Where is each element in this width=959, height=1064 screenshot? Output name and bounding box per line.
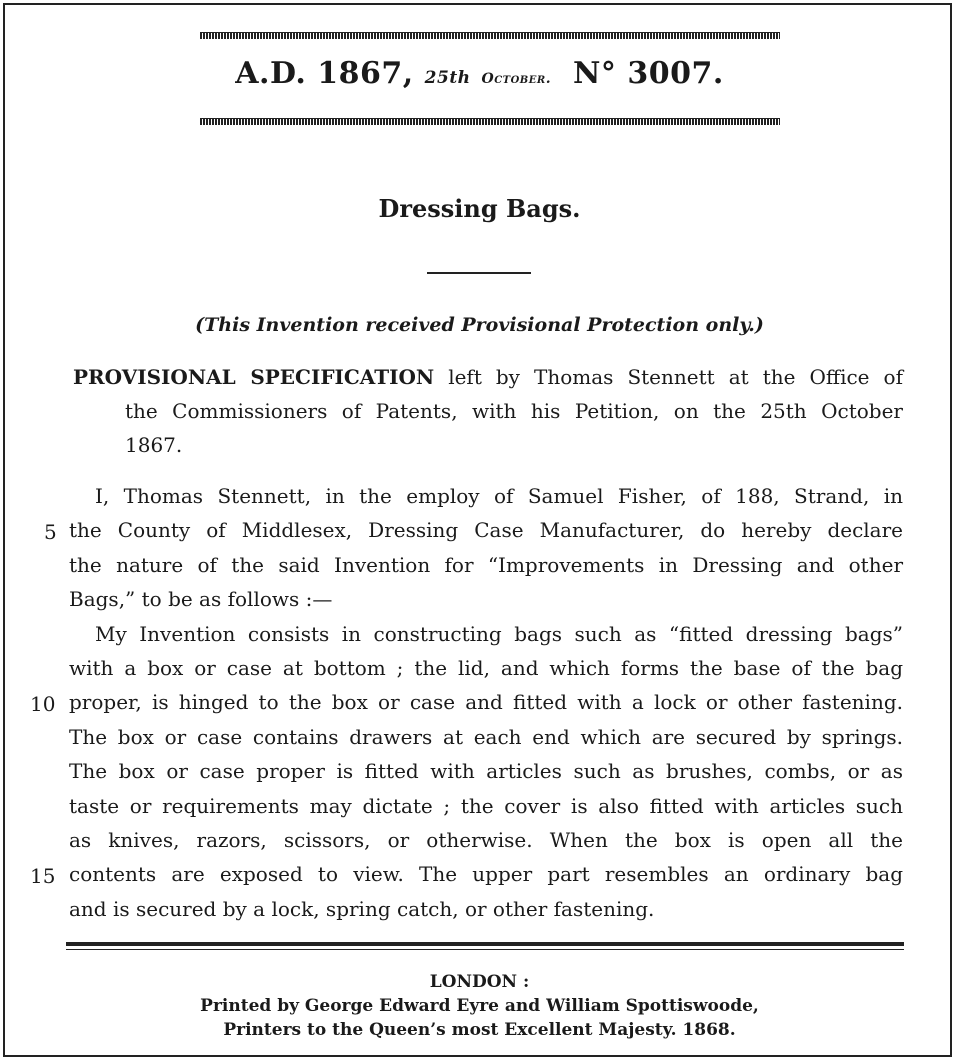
body-line: as knives, razors, scissors, or otherwise. When the box is open all the [69, 828, 903, 852]
provisional-line-1-rest: left by Thomas Stennett at the Office of [448, 365, 903, 389]
footer-rule-thin [66, 949, 904, 950]
footer-rule-thick [66, 942, 904, 946]
body-line: contents are exposed to view. The upper part resembles an ordinary bag [69, 862, 903, 887]
provisional-line-1 [73, 360, 903, 394]
body-line: the County of Middlesex, Dressing Case Manufacturer, do hereby declare [69, 518, 903, 543]
line-number: 10 [30, 692, 56, 717]
body-line: taste or requirements may dictate ; the cover is also fitted with articles such [69, 793, 903, 818]
patent-month: October. [481, 71, 552, 87]
patent-number: N° 3007. [572, 56, 724, 91]
provisional-lead: PROVISIONAL SPECIFICATION [73, 365, 435, 389]
patent-day: 25th [424, 68, 471, 88]
line-number: 5 [44, 520, 57, 545]
line-number: 15 [30, 864, 56, 889]
patent-header [0, 56, 959, 91]
patent-year: A.D. 1867, [235, 56, 414, 91]
specification-title: Dressing Bags. [378, 194, 581, 223]
title-rule [427, 272, 531, 274]
body-line: My Invention consists in constructing bags such as “fitted dressing bags” [95, 621, 903, 646]
body-line: proper, is hinged to the box or case and fitted with a lock or other fastening. [69, 690, 903, 715]
body-line: with a box or case at bottom ; the lid, and which forms the base of the bag [69, 656, 903, 680]
top-wavy-rule [200, 32, 780, 39]
body-line: The box or case contains drawers at each end which are secured by springs. [69, 724, 903, 749]
body-line: the nature of the said Invention for “Improvements in Dressing and other [69, 552, 903, 577]
provisional-line-2: the Commissioners of Patents, with his Petition, on the 25th October [125, 399, 903, 423]
footer-printed-by: Printed by George Edward Eyre and William Spottiswoode, [200, 996, 759, 1016]
body-line: and is secured by a lock, spring catch, or other fastening. [69, 896, 655, 921]
body-line: I, Thomas Stennett, in the employ of Samuel Fisher, of 188, Strand, in [95, 484, 903, 508]
footer-city: LONDON : [429, 972, 530, 992]
footer-printers-to: Printers to the Queen’s most Excellent Majesty. 1868. [223, 1020, 736, 1040]
body-line: Bags,” to be as follows :— [69, 587, 333, 612]
header-wavy-rule [200, 118, 780, 125]
body-line: The box or case proper is fitted with articles such as brushes, combs, or as [69, 759, 903, 784]
protection-note: (This Invention received Provisional Protection only.) [195, 314, 764, 336]
provisional-line-3: 1867. [125, 433, 183, 457]
